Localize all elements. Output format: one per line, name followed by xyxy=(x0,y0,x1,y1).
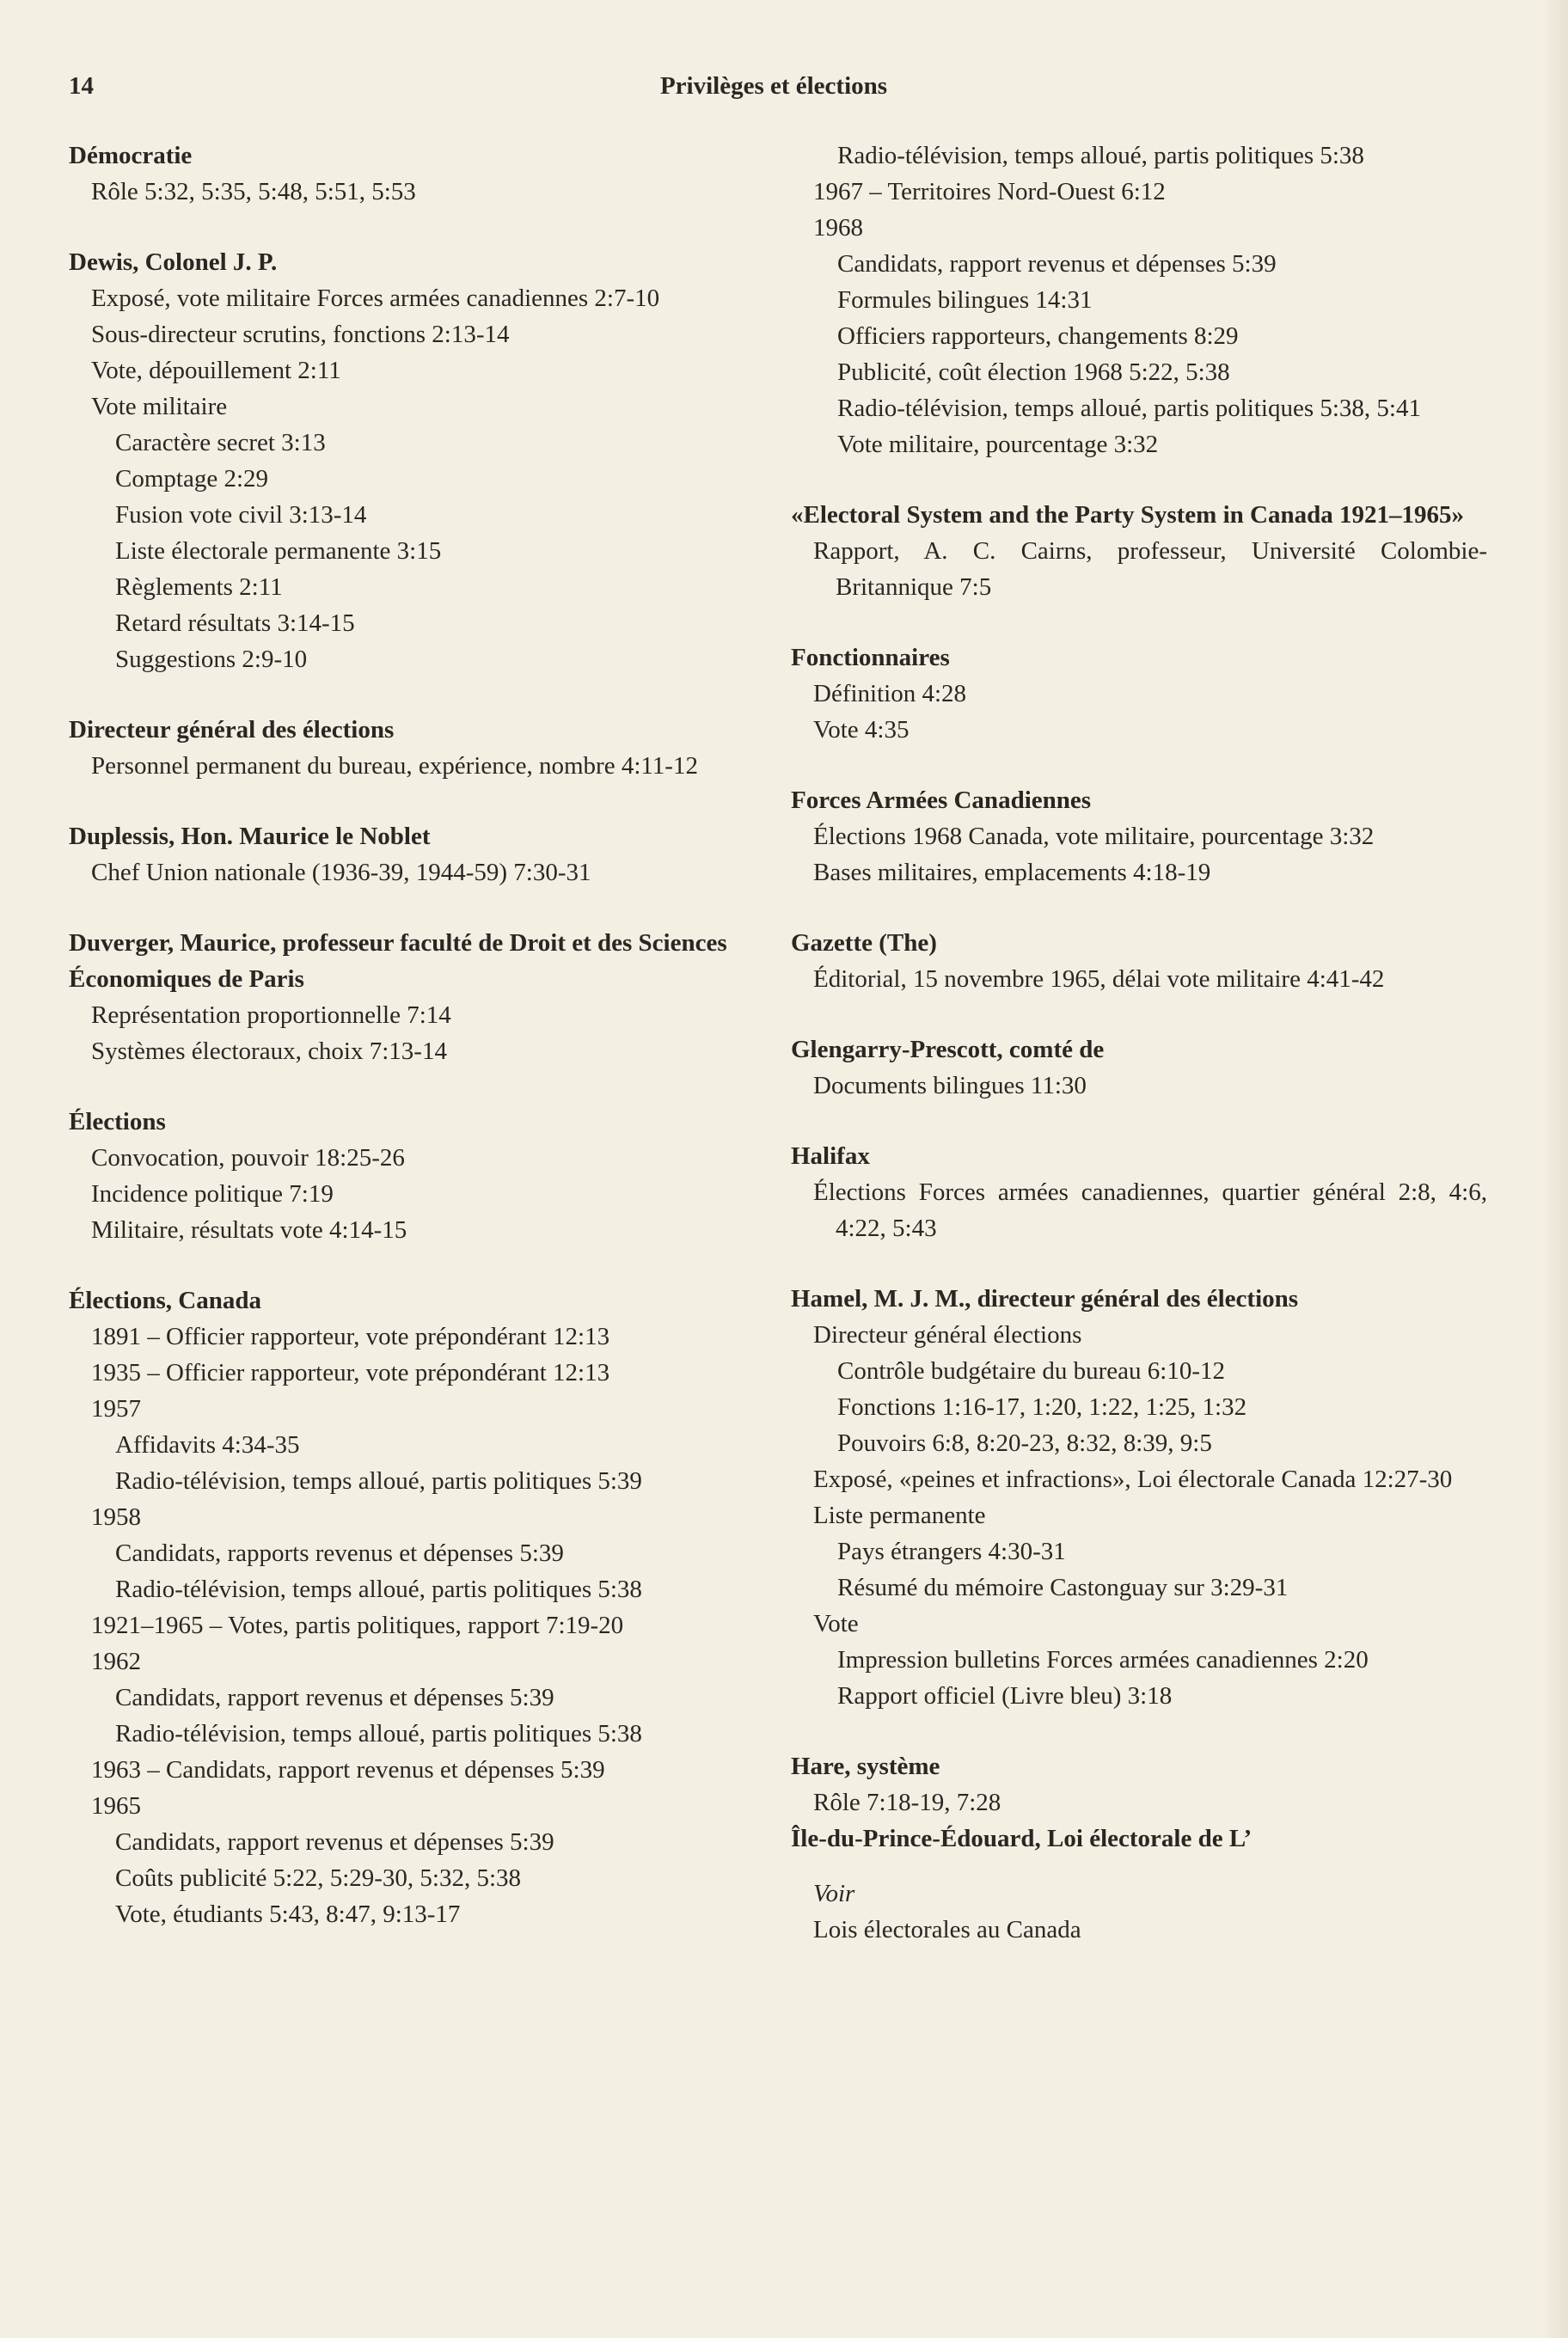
index-subentry: Élections 1968 Canada, vote militaire, pourcentage 3:32 xyxy=(813,823,1375,850)
index-entry xyxy=(791,640,1487,748)
index-subentry: Radio-télévision, temps alloué, partis politiques 5:38 xyxy=(115,1720,642,1747)
index-subentry: Candidats, rapport revenus et dépenses 5:39 xyxy=(115,1828,554,1856)
index-entry xyxy=(791,1748,1487,1821)
index-entry xyxy=(69,1282,765,1932)
index-heading: Île-du-Prince-Édouard, Loi électorale de L’ xyxy=(791,1825,1253,1852)
index-subentry: Comptage 2:29 xyxy=(115,465,269,493)
index-subentry: Incidence politique 7:19 xyxy=(91,1180,334,1208)
index-subentry: Directeur général élections xyxy=(813,1321,1082,1349)
index-heading: Démocratie xyxy=(69,142,193,169)
index-subentry: Vote 4:35 xyxy=(813,716,910,744)
index-heading: Directeur général des élections xyxy=(69,716,395,744)
index-subentry: 1965 xyxy=(91,1792,141,1820)
index-subentry: Suggestions 2:9-10 xyxy=(115,646,308,673)
index-subentry: 1968 xyxy=(813,214,863,242)
index-heading: Glengarry-Prescott, comté de xyxy=(791,1036,1105,1063)
index-subentry: Officiers rapporteurs, changements 8:29 xyxy=(837,322,1239,350)
index-subentry: 1891 – Officier rapporteur, vote prépondérant 12:13 xyxy=(91,1323,610,1350)
index-subentry: Représentation proportionnelle 7:14 xyxy=(91,1001,451,1029)
index-subentry: Rapport officiel (Livre bleu) 3:18 xyxy=(837,1682,1173,1710)
index-heading: Élections, Canada xyxy=(69,1287,261,1314)
index-subentry: Fusion vote civil 3:13-14 xyxy=(115,501,367,529)
spacer xyxy=(791,1857,1487,1876)
index-entry xyxy=(791,782,1487,891)
index-heading: Hare, système xyxy=(791,1753,940,1780)
running-title: Privilèges et élections xyxy=(659,72,888,100)
index-subentry: Documents bilingues 11:30 xyxy=(813,1072,1087,1099)
index-entry xyxy=(791,138,1487,462)
index-subentry: Candidats, rapport revenus et dépenses 5:39 xyxy=(115,1684,554,1711)
index-subentry: 1935 – Officier rapporteur, vote prépondérant 12:13 xyxy=(91,1359,610,1386)
index-subentry: Affidavits 4:34-35 xyxy=(115,1431,300,1459)
index-subentry: Éditorial, 15 novembre 1965, délai vote militaire 4:41-42 xyxy=(813,965,1385,993)
index-subentry: Candidats, rapport revenus et dépenses 5:39 xyxy=(837,250,1277,278)
page-number: 14 xyxy=(69,72,94,100)
index-subentry: Résumé du mémoire Castonguay sur 3:29-31 xyxy=(837,1574,1289,1601)
index-subentry: Bases militaires, emplacements 4:18-19 xyxy=(813,859,1211,886)
index-entry xyxy=(791,1821,1487,1948)
index-subentry: Pouvoirs 6:8, 8:20-23, 8:32, 8:39, 9:5 xyxy=(837,1429,1212,1457)
index-entry xyxy=(791,925,1487,997)
index-subentry: Radio-télévision, temps alloué, partis politiques 5:38 xyxy=(837,142,1364,169)
index-subentry: 1963 – Candidats, rapport revenus et dépenses 5:39 xyxy=(91,1756,605,1784)
index-subentry: Liste permanente xyxy=(813,1502,986,1529)
index-subentry: Lois électorales au Canada xyxy=(813,1916,1081,1943)
index-subentry: Vote, dépouillement 2:11 xyxy=(91,357,341,384)
index-heading: Hamel, M. J. M., directeur général des élections xyxy=(791,1285,1299,1313)
index-heading: Élections xyxy=(69,1108,166,1135)
index-column-left xyxy=(69,138,765,1967)
index-subentry: Systèmes électoraux, choix 7:13-14 xyxy=(91,1037,447,1065)
index-subentry: Radio-télévision, temps alloué, partis politiques 5:38 xyxy=(115,1576,642,1603)
index-entry xyxy=(69,244,765,677)
page-header xyxy=(69,72,1479,107)
index-subentry: Radio-télévision, temps alloué, partis politiques 5:39 xyxy=(115,1467,642,1495)
index-subentry: Fonctions 1:16-17, 1:20, 1:22, 1:25, 1:32 xyxy=(837,1393,1247,1421)
index-entry xyxy=(69,818,765,891)
index-heading: Dewis, Colonel J. P. xyxy=(69,248,278,276)
index-subentry: Vote militaire xyxy=(91,393,228,420)
index-subentry: Élections Forces armées canadiennes, quartier général 2:8, 4:6, 4:22, 5:43 xyxy=(813,1178,1487,1242)
index-entry xyxy=(791,1031,1487,1104)
index-subentry: Contrôle budgétaire du bureau 6:10-12 xyxy=(837,1357,1225,1385)
index-entry xyxy=(791,1138,1487,1246)
index-entry xyxy=(791,497,1487,605)
index-entry xyxy=(69,138,765,210)
index-subentry: Rapport, A. C. Cairns, professeur, Université Colombie-Britannique 7:5 xyxy=(813,537,1487,601)
index-subentry: 1967 – Territoires Nord-Ouest 6:12 xyxy=(813,178,1166,205)
index-subentry: Vote xyxy=(813,1610,859,1637)
index-heading: Duplessis, Hon. Maurice le Noblet xyxy=(69,823,431,850)
index-subentry: 1957 xyxy=(91,1395,141,1423)
index-subentry: Sous-directeur scrutins, fonctions 2:13-14 xyxy=(91,321,510,348)
index-subentry: Définition 4:28 xyxy=(813,680,967,707)
index-subentry: Exposé, vote militaire Forces armées canadiennes 2:7-10 xyxy=(91,285,660,312)
index-subentry: Liste électorale permanente 3:15 xyxy=(115,537,442,565)
index-subentry: Vote, étudiants 5:43, 8:47, 9:13-17 xyxy=(115,1900,461,1928)
index-subentry: Caractère secret 3:13 xyxy=(115,429,326,456)
index-subentry: 1962 xyxy=(91,1648,141,1675)
index-entry xyxy=(69,712,765,784)
index-subentry: Convocation, pouvoir 18:25-26 xyxy=(91,1144,405,1172)
index-subentry: Règlements 2:11 xyxy=(115,573,283,601)
index-subentry: 1958 xyxy=(91,1503,141,1531)
index-heading: Forces Armées Canadiennes xyxy=(791,786,1092,814)
page-edge-shadow xyxy=(1542,0,1568,2338)
index-subentry: 1921–1965 – Votes, partis politiques, rapport 7:19-20 xyxy=(91,1612,624,1639)
index-entry xyxy=(69,925,765,1069)
index-subentry: Personnel permanent du bureau, expérience, nombre 4:11-12 xyxy=(91,752,698,780)
index-heading: Halifax xyxy=(791,1142,870,1170)
index-subentry: Candidats, rapports revenus et dépenses 5:39 xyxy=(115,1539,564,1567)
index-entry xyxy=(69,1104,765,1248)
index-subentry: Publicité, coût élection 1968 5:22, 5:38 xyxy=(837,358,1230,386)
index-subentry: Formules bilingues 14:31 xyxy=(837,286,1093,314)
index-subentry: Retard résultats 3:14-15 xyxy=(115,609,355,637)
index-entry xyxy=(791,1281,1487,1714)
index-heading: Duverger, Maurice, professeur faculté de Droit et des Sciences Économiques de Paris xyxy=(69,929,727,993)
index-subentry: Impression bulletins Forces armées canadiennes 2:20 xyxy=(837,1646,1369,1674)
index-subentry: Exposé, «peines et infractions», Loi électorale Canada 12:27-30 xyxy=(813,1466,1453,1493)
see-reference-label: Voir xyxy=(813,1880,855,1907)
index-subentry: Chef Union nationale (1936-39, 1944-59) 7:30-31 xyxy=(91,859,591,886)
index-heading: Fonctionnaires xyxy=(791,644,950,671)
index-subentry: Rôle 5:32, 5:35, 5:48, 5:51, 5:53 xyxy=(91,178,416,205)
index-subentry: Rôle 7:18-19, 7:28 xyxy=(813,1789,1001,1816)
index-subentry: Pays étrangers 4:30-31 xyxy=(837,1538,1066,1565)
index-subentry: Radio-télévision, temps alloué, partis politiques 5:38, 5:41 xyxy=(837,395,1421,422)
index-heading: Gazette (The) xyxy=(791,929,937,957)
index-subentry: Vote militaire, pourcentage 3:32 xyxy=(837,431,1159,458)
index-column-right xyxy=(791,138,1487,1982)
index-heading: «Electoral System and the Party System in Canada 1921–1965» xyxy=(791,501,1464,529)
index-subentry: Militaire, résultats vote 4:14-15 xyxy=(91,1216,407,1244)
index-subentry: Coûts publicité 5:22, 5:29-30, 5:32, 5:38 xyxy=(115,1864,522,1892)
